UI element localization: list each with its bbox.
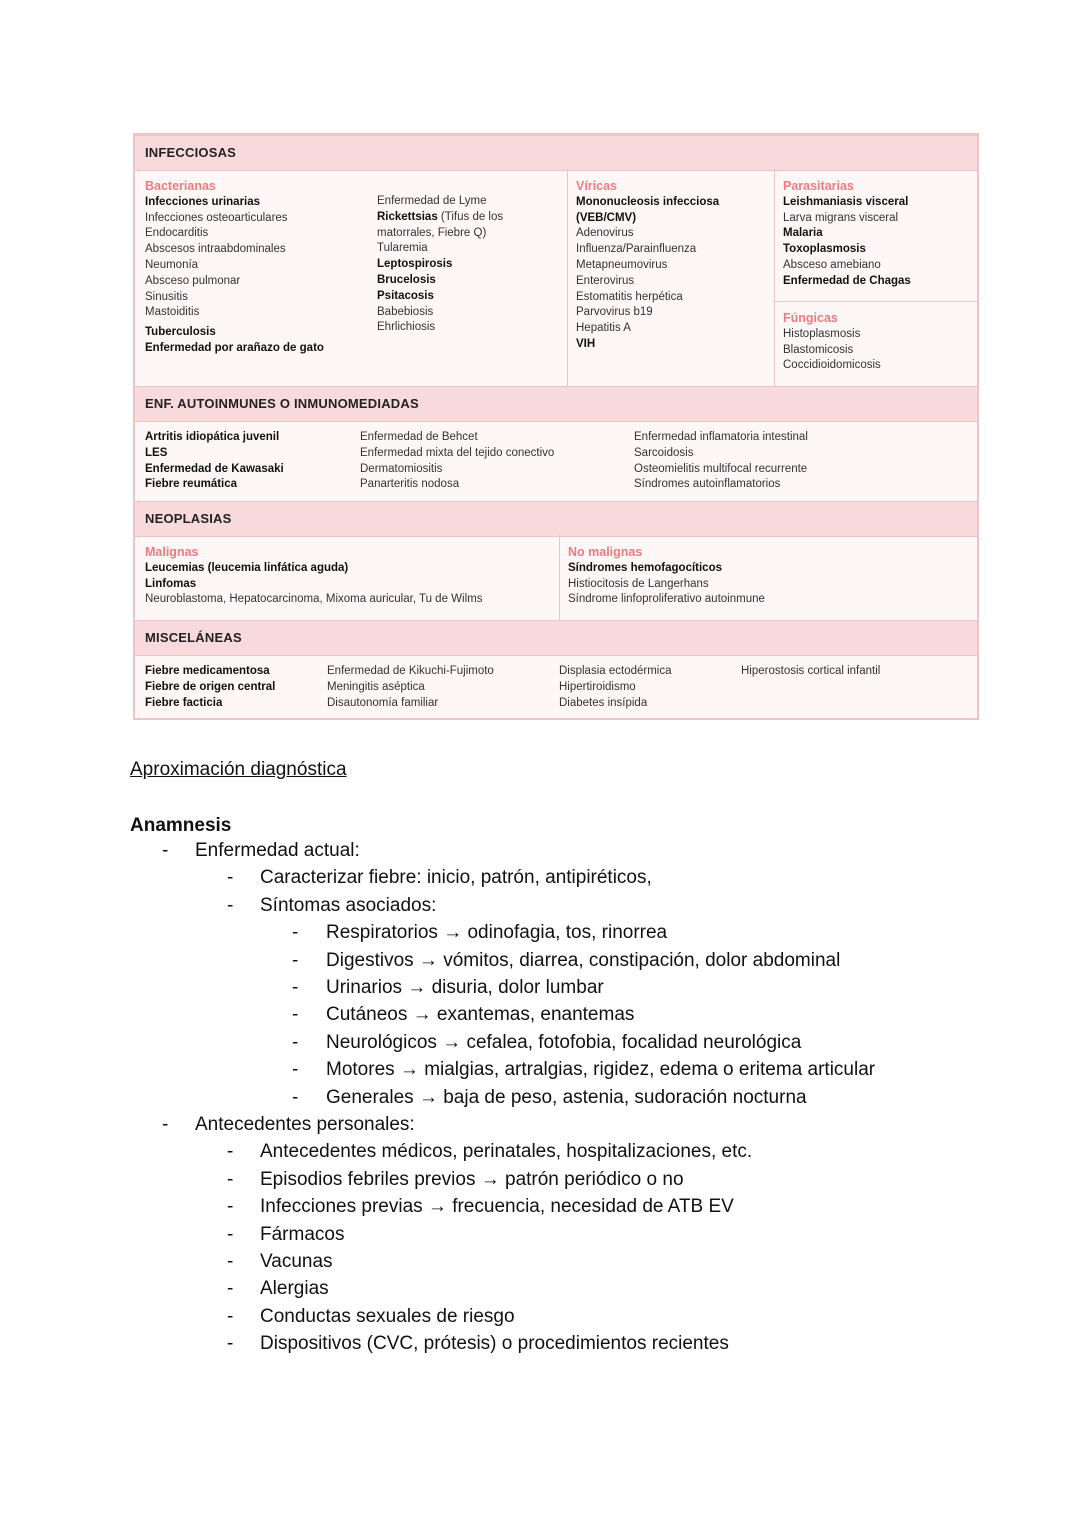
divider xyxy=(774,301,977,302)
list-item: Enfermedad de Behcet xyxy=(360,431,478,443)
list-item: Psitacosis xyxy=(377,289,434,302)
subheader-parasitarias: Parasitarias xyxy=(783,179,854,193)
list-item: Coccidioidomicosis xyxy=(783,359,881,372)
header-label: NEOPLASIAS xyxy=(145,511,232,526)
list-item: Motores → mialgias, artralgias, rigidez, edema o eritema articular xyxy=(326,1059,876,1081)
list-item: Leucemias (leucemia linfática aguda) xyxy=(145,561,349,574)
list-item: Generales → baja de peso, astenia, sudoración nocturna xyxy=(326,1086,807,1108)
list-item: Mononucleosis infecciosa xyxy=(576,195,720,208)
divider xyxy=(567,169,568,386)
miscelaneas-col3 xyxy=(559,664,672,711)
anamnesis-title: Anamnesis xyxy=(130,815,232,836)
list-item: Endocarditis xyxy=(145,227,209,240)
list-item: Infecciones osteoarticulares xyxy=(145,211,288,224)
bacterianas-list-1 xyxy=(145,195,324,357)
list-item: Sinusitis xyxy=(145,290,188,303)
miscelaneas-list-2 xyxy=(327,664,494,711)
list-item: Absceso pulmonar xyxy=(145,274,241,287)
list-item: Ehrlichiosis xyxy=(377,321,436,334)
list-item: Síndromes hemofagocíticos xyxy=(568,561,723,574)
bullet-dash: - xyxy=(292,1004,299,1026)
list-item: Leishmaniasis visceral xyxy=(783,195,909,208)
bullet-dash: - xyxy=(292,977,299,998)
list-item: Antecedentes médicos, perinatales, hospitalizaciones, etc. xyxy=(260,1141,753,1163)
list-item: Tuberculosis xyxy=(145,326,216,339)
viricas-col xyxy=(576,179,719,353)
bullet-dash: - xyxy=(162,840,169,861)
autoinmunes-list-1 xyxy=(145,430,284,493)
list-item: Infecciones previas → frecuencia, necesidad de ATB EV xyxy=(260,1196,734,1218)
bullet-dash: - xyxy=(292,949,299,971)
list-item: Fiebre de origen central xyxy=(145,680,276,693)
list-item: Histiocitosis de Langerhans xyxy=(568,577,709,590)
bullet-dash: - xyxy=(227,1141,234,1163)
header-label: MISCELÁNEAS xyxy=(145,630,242,645)
header-label: INFECCIOSAS xyxy=(145,145,237,160)
list-item: Enfermedad de Kikuchi-Fujimoto xyxy=(327,665,494,677)
miscelaneas-list-1 xyxy=(145,664,275,711)
list-item: Panarteritis nodosa xyxy=(360,478,460,491)
list-item: Conductas sexuales de riesgo xyxy=(260,1305,515,1327)
bullet-dash: - xyxy=(292,1031,299,1053)
list-item: Displasia ectodérmica xyxy=(559,665,672,677)
header-label: ENF. AUTOINMUNES O INMUNOMEDIADAS xyxy=(145,396,419,411)
no-malignas-col xyxy=(568,545,765,608)
list-item: (VEB/CMV) xyxy=(576,211,637,224)
bullet-dash: - xyxy=(162,1114,169,1135)
list-item: Neuroblastoma, Hepatocarcinoma, Mixoma auricular, Tu de Wilms xyxy=(145,593,483,606)
list-item: Histoplasmosis xyxy=(783,327,861,340)
autoinmunes-col2 xyxy=(360,430,554,493)
list-item: Brucelosis xyxy=(377,273,436,286)
list-item: Alergias xyxy=(260,1278,329,1300)
subheader-no-malignas: No malignas xyxy=(568,545,643,559)
list-item: Enterovirus xyxy=(576,274,635,287)
list-item: Antecedentes personales: xyxy=(195,1114,415,1135)
list-item: Infecciones urinarias xyxy=(145,195,261,208)
list-item: Enfermedad de Lyme xyxy=(377,195,487,207)
bullet-dash: - xyxy=(227,1251,234,1272)
bullet-dash: - xyxy=(227,867,234,889)
differential-diagnosis-table xyxy=(133,133,979,720)
section-title: Aproximación diagnóstica xyxy=(130,759,347,780)
subheader-viricas: Víricas xyxy=(576,179,618,193)
parasitarias-col xyxy=(783,179,911,290)
list-item: Fiebre medicamentosa xyxy=(145,665,270,677)
list-item: Sarcoidosis xyxy=(634,446,694,459)
subheader-fungicas: Fúngicas xyxy=(783,311,838,325)
bacterianas-list-2 xyxy=(377,194,503,336)
no-malignas-list xyxy=(568,561,765,608)
list-item: Enfermedad por arañazo de gato xyxy=(145,341,324,354)
section-header-miscelaneas xyxy=(135,620,977,656)
bullet-dash: - xyxy=(292,1059,299,1081)
list-item: Adenovirus xyxy=(576,227,634,240)
list-item: Rickettsias (Tifus de los xyxy=(377,210,504,223)
malignas-col xyxy=(145,545,482,608)
autoinmunes-col1 xyxy=(145,430,284,493)
list-item: Mastoiditis xyxy=(145,306,200,319)
list-item: Absceso amebiano xyxy=(783,258,881,271)
miscelaneas-col2 xyxy=(327,664,494,711)
list-item: Metapneumovirus xyxy=(576,258,668,271)
list-item: Urinarios → disuria, dolor lumbar xyxy=(326,977,604,998)
list-item: Abscesos intraabdominales xyxy=(145,243,286,256)
list-item: Artritis idiopática juvenil xyxy=(145,431,280,443)
bullet-dash: - xyxy=(292,922,299,944)
miscelaneas-list-4 xyxy=(741,664,880,680)
fungicas-list xyxy=(783,327,881,374)
list-item: Enfermedad inflamatoria intestinal xyxy=(634,431,808,443)
list-item: Vacunas xyxy=(260,1251,333,1272)
fungicas-col xyxy=(783,311,881,374)
list-item: Parvovirus b19 xyxy=(576,306,653,319)
list-item: VIH xyxy=(576,337,596,350)
autoinmunes-col3 xyxy=(634,430,808,493)
bullet-dash: - xyxy=(227,894,234,916)
list-item: Hiperostosis cortical infantil xyxy=(741,665,881,677)
list-item: Digestivos → vómitos, diarrea, constipación, dolor abdominal xyxy=(326,949,841,971)
bullet-dash: - xyxy=(227,1333,234,1355)
list-item: Tularemia xyxy=(377,242,428,255)
list-item: Osteomielitis multifocal recurrente xyxy=(634,462,808,475)
miscelaneas-col4 xyxy=(741,664,880,680)
list-item: Disautonomía familiar xyxy=(327,696,439,709)
list-item: Fiebre facticia xyxy=(145,696,223,709)
list-item: Dispositivos (CVC, prótesis) o procedimientos recientes xyxy=(260,1333,729,1355)
list-item: Hipertiroidismo xyxy=(559,680,636,693)
subheader-malignas: Malignas xyxy=(145,545,199,559)
bacterianas-col2 xyxy=(377,194,503,336)
list-item: Diabetes insípida xyxy=(559,696,648,709)
autoinmunes-list-3 xyxy=(634,430,808,493)
list-item: Estomatitis herpética xyxy=(576,290,683,303)
list-item: Síndrome linfoproliferativo autoinmune xyxy=(568,593,765,606)
list-item: Larva migrans visceral xyxy=(783,211,899,224)
list-item: Síndromes autoinflamatorios xyxy=(634,478,781,491)
list-item: Cutáneos → exantemas, enantemas xyxy=(326,1004,635,1026)
parasitarias-list xyxy=(783,195,911,290)
list-item: Fiebre reumática xyxy=(145,478,238,491)
bullet-dash: - xyxy=(227,1196,234,1218)
divider xyxy=(774,169,775,386)
list-item: matorrales, Fiebre Q) xyxy=(377,226,487,239)
list-item: Meningitis aséptica xyxy=(327,680,425,693)
list-item: Enfermedad mixta del tejido conectivo xyxy=(360,446,555,459)
bacterianas-col1 xyxy=(145,179,324,357)
section-header-autoinmunes xyxy=(135,386,977,422)
list-item: Caracterizar fiebre: inicio, patrón, antipiréticos, xyxy=(260,867,652,889)
list-item: Síntomas asociados: xyxy=(260,894,437,916)
autoinmunes-list-2 xyxy=(360,430,554,493)
list-item: Dermatomiositis xyxy=(360,462,443,475)
list-item: Fármacos xyxy=(260,1223,345,1245)
list-item: Leptospirosis xyxy=(377,258,453,271)
miscelaneas-list-3 xyxy=(559,664,672,711)
bullet-dash: - xyxy=(227,1278,234,1300)
divider xyxy=(559,535,560,620)
list-item: Blastomicosis xyxy=(783,343,854,356)
list-item: LES xyxy=(145,446,168,459)
list-item: Hepatitis A xyxy=(576,322,631,335)
list-item: Episodios febriles previos → patrón periódico o no xyxy=(260,1168,684,1190)
list-item: Enfermedad de Chagas xyxy=(783,274,911,287)
bullet-dash: - xyxy=(227,1223,234,1245)
subheader-bacterianas: Bacterianas xyxy=(145,179,216,193)
bullet-dash: - xyxy=(292,1086,299,1108)
list-item: Linfomas xyxy=(145,577,197,590)
list-item: Enfermedad actual: xyxy=(195,840,360,861)
list-item: Respiratorios → odinofagia, tos, rinorrea xyxy=(326,922,668,944)
bullet-dash: - xyxy=(227,1168,234,1190)
section-header-neoplasias xyxy=(135,501,977,537)
list-item: Babebiosis xyxy=(377,305,434,318)
miscelaneas-col1 xyxy=(145,664,275,711)
malignas-list xyxy=(145,561,482,608)
list-item: Neumonía xyxy=(145,258,199,271)
list-item: Enfermedad de Kawasaki xyxy=(145,462,284,475)
section-header-infecciosas xyxy=(135,135,977,171)
list-item: Toxoplasmosis xyxy=(783,243,866,256)
viricas-list xyxy=(576,195,719,353)
list-item: Influenza/Parainfluenza xyxy=(576,243,697,256)
list-item: Malaria xyxy=(783,227,823,240)
bullet-dash: - xyxy=(227,1305,234,1327)
list-item: Neurológicos → cefalea, fotofobia, focalidad neurológica xyxy=(326,1031,802,1053)
